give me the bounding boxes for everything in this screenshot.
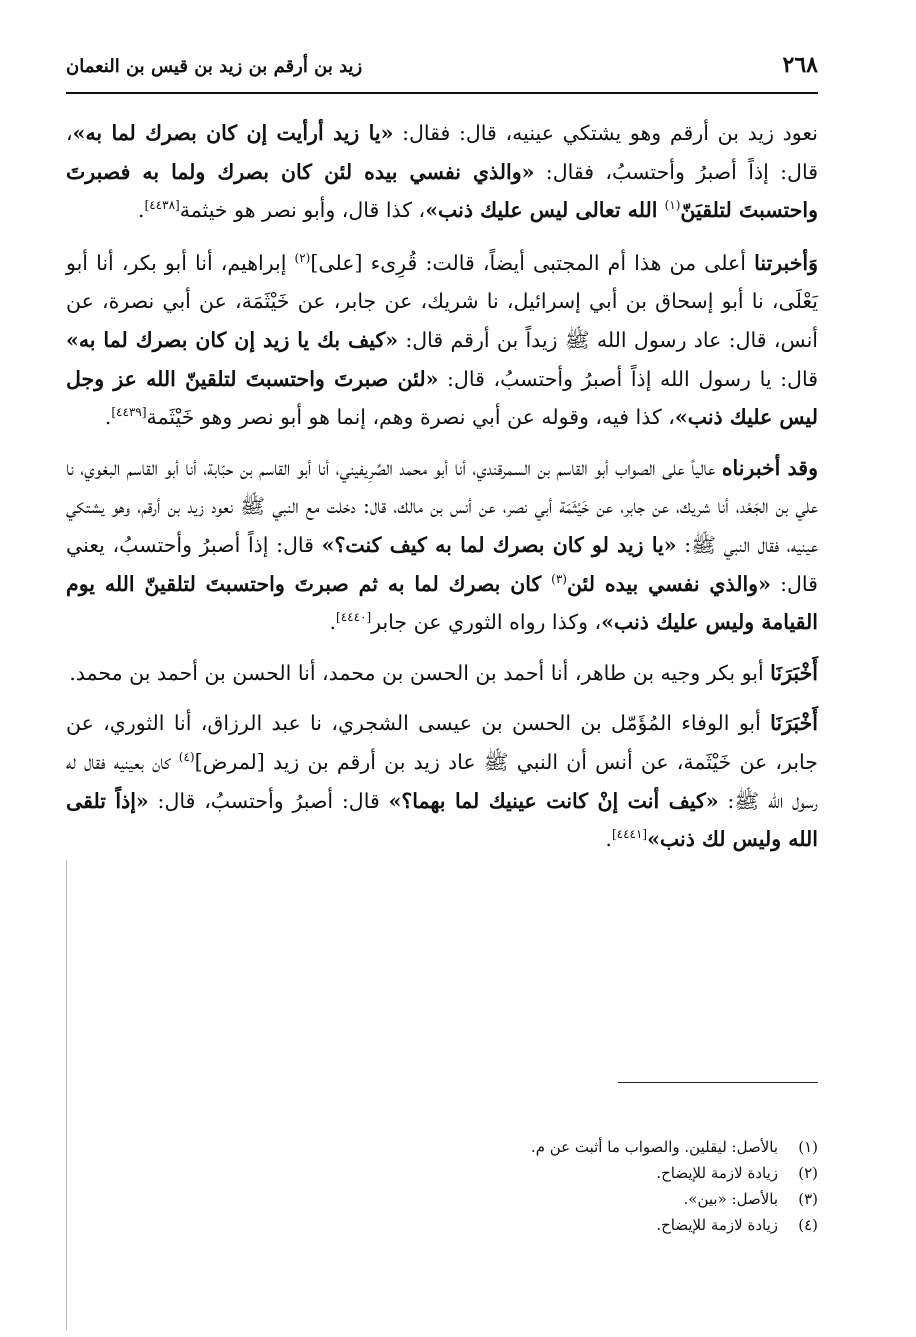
footnote-text: زيادة لازمة للإيضاح.	[656, 1216, 778, 1234]
paragraph-3	[66, 449, 818, 642]
hadith-quote: «يا زيد لو كان بصرك لما به كيف كنت؟»	[321, 532, 677, 557]
text-segment: أبو بكر وجيه بن طاهر، أنا أحمد بن الحسن بن محمد، أنا الحسن بن أحمد بن محمد.	[69, 660, 771, 685]
footnote-number: (٢)	[798, 1164, 818, 1182]
text-segment: .	[138, 198, 145, 223]
hadith-quote: «يا زيد أرأيت إن كان بصرك لما به»	[72, 121, 394, 145]
text-segment: عالياً على الصواب أبو القاسم بن السمرقندي، أنا أبو محمد الصِّرِيفيني، أنا أبو القاسم بن حبّابة، أنا أبو القاسم البغوي، نا علي بن الجَعْد، أنا شريك، عن جابر، عن خَيْثَمَة أبي نصر، عن أنس بن مالك، قال: دخلت مع النبي ﷺ نعود زيد بن أرقم، وهو يشتكي عينيه، فقال النبي ﷺ:	[66, 455, 818, 557]
hadith-quote: كان بصرك لما به ثم صبرتَ واحتسبتَ لتلقينّ الله يوم القيامة وليس عليك ذنب»	[66, 571, 818, 635]
text-segment: ، كذا قال، وأبو نصر هو خيثمة	[179, 198, 426, 223]
running-title: زيد بن أرقم بن زيد بن قيس بن النعمان	[66, 56, 363, 77]
footnote-number: (٤)	[798, 1216, 818, 1234]
text-segment: نعود زيد بن أرقم وهو يشتكي عينيه، قال: فقال:	[393, 121, 818, 145]
footnote-separator	[618, 1082, 818, 1083]
hadith-quote: «والذي نفسي بيده لئن	[566, 571, 771, 596]
text-segment: ، وكذا رواه الثوري عن جابر	[371, 610, 602, 635]
hadith-number: [٤٤٣٩]	[111, 405, 147, 420]
paragraph-2	[66, 244, 818, 437]
footnote-text: بالأصل: ليقلين. والصواب ما أثبت عن م.	[530, 1138, 778, 1156]
paragraph-lead-word: أَخْبَرَنَا	[770, 660, 818, 685]
paragraph-lead-word: أَخْبَرَنَا	[770, 711, 818, 736]
hadith-quote: «إذاً تلقى الله وليس لك ذنب»	[66, 788, 818, 852]
text-segment: .	[605, 827, 612, 852]
hadith-number: [٤٤٣٨]	[144, 198, 180, 213]
text-segment: .	[329, 610, 336, 635]
footnote-item	[66, 1160, 818, 1186]
footnote-number: (١)	[798, 1138, 818, 1156]
footnotes	[66, 1134, 818, 1238]
paragraph-1	[66, 114, 818, 230]
hadith-number: [٤٤٤١]	[611, 827, 648, 842]
footnote-marker[interactable]: (٣)	[551, 571, 567, 586]
footnote-item	[66, 1134, 818, 1160]
text-segment: ، كذا فيه، وقوله عن أبي نصرة وهم، إنما هو أبو نصر وهو خَيْثَمة	[146, 405, 675, 430]
text-segment: قال: يا رسول الله إذاً أصبرُ وأحتسبُ، قال:	[438, 366, 819, 391]
footnote-text: زيادة لازمة للإيضاح.	[656, 1164, 778, 1182]
paragraph-lead-word: وَأخبرتنا	[754, 250, 818, 275]
text-segment: ، قال: إذاً أصبرُ وأحتسبُ، فقال:	[66, 121, 818, 184]
page-number: ٢٦٨	[782, 52, 818, 78]
hadith-quote: «لئن صبرتَ واحتسبتَ لتلقينّ الله عز وجل ليس عليك ذنب»	[66, 366, 818, 430]
hadith-quote: الله تعالى ليس عليك ذنب»	[425, 198, 665, 223]
text-segment: كان بعينيه فقال له رسول الله ﷺ:	[66, 749, 818, 813]
page-header	[66, 52, 818, 88]
footnote-marker[interactable]: (٤)	[178, 750, 195, 765]
footnote-number: (٣)	[798, 1190, 818, 1208]
footnote-marker[interactable]: (١)	[664, 198, 681, 213]
footnote-item	[66, 1186, 818, 1212]
paragraph-lead-word: وقد أخبرناه	[721, 455, 819, 480]
footnote-item	[66, 1212, 818, 1238]
text-segment: قال: إذاً أصبرُ وأحتسبُ، يعني قال:	[66, 532, 818, 596]
main-text	[66, 114, 818, 871]
footnote-marker[interactable]: (٢)	[294, 250, 311, 265]
hadith-quote: «كيف أنت إنْ كانت عينيك لما بهما؟»	[388, 788, 719, 813]
footnote-text: بالأصل: «بين».	[683, 1190, 778, 1208]
text-segment: قال: أصبرُ وأحتسبُ، قال:	[148, 788, 389, 813]
hadith-quote: «والذي نفسي بيده لئن كان بصرك ولما به فصبرتَ واحتسبتَ لتلقيَنّ	[66, 159, 818, 223]
text-segment: إبراهيم، أنا أبو بكر، أنا أبو يَعْلَى، نا أبو إسحاق بن أبي إسرائيل، نا شريك، عن جابر، عن خَيْثَمَة، عن أبي نصرة، عن أنس، قال: عاد رسول الله ﷺ زيداً بن أرقم قال:	[66, 250, 819, 352]
hadith-number: [٤٤٤٠]	[336, 610, 372, 625]
text-segment: أعلى من هذا أم المجتبى أيضاً، قالت: قُرِىء [على]	[310, 250, 755, 275]
text-segment: أبو الوفاء المُؤَمّل بن الحسن بن عيسى الشجري، نا عبد الرزاق، أنا الثوري، عن جابر، عن خَيْثَمة، عن أنس أن النبي ﷺ عاد زيد بن أرقم بن زيد [لمرض]	[66, 711, 818, 774]
hadith-quote: «كيف بك يا زيد إن كان بصرك لما به»	[66, 327, 399, 352]
scan-margin-line	[66, 860, 67, 1330]
text-segment: .	[104, 405, 112, 430]
paragraph-4	[66, 654, 818, 693]
header-rule	[66, 92, 818, 94]
paragraph-5	[66, 704, 818, 858]
